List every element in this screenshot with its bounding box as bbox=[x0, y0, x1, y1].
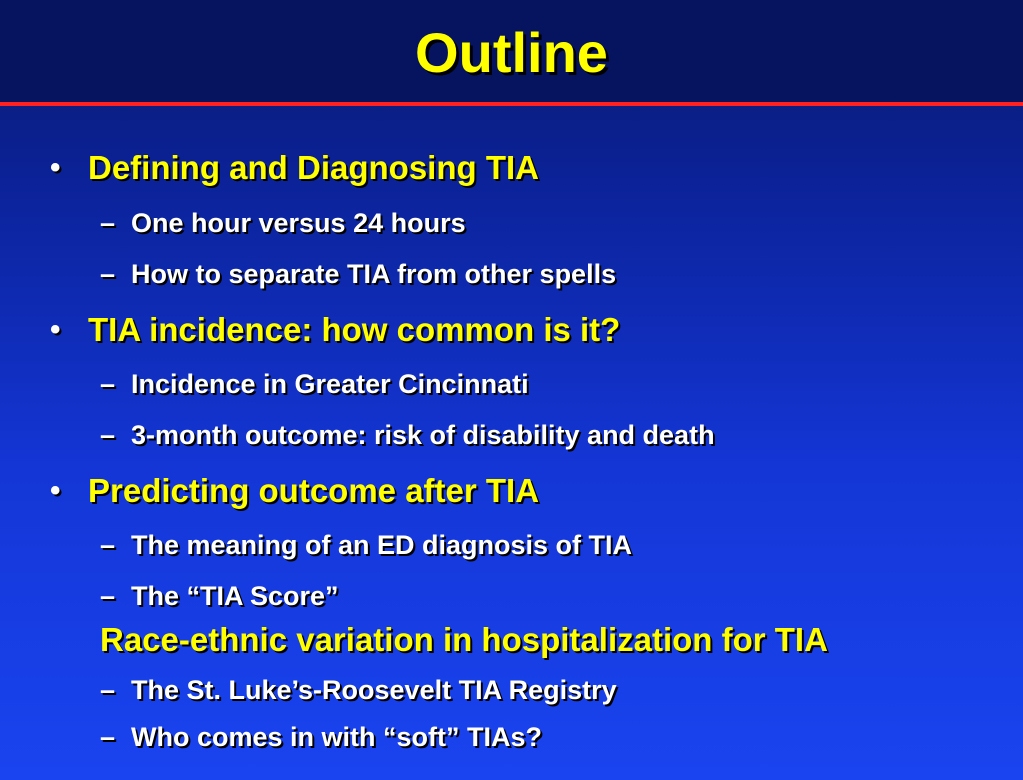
dash-marker: – bbox=[100, 675, 116, 705]
title-divider bbox=[0, 102, 1023, 106]
sub-bullet-text: Incidence in Greater Cincinnati bbox=[131, 369, 529, 399]
bullet-marker: • bbox=[50, 151, 61, 184]
sub-bullet-text: The “TIA Score” bbox=[131, 581, 339, 611]
bullet-text: Predicting outcome after TIA bbox=[88, 472, 540, 509]
bullet-text: TIA incidence: how common is it? bbox=[88, 311, 621, 348]
sub-bullet-text: One hour versus 24 hours bbox=[131, 208, 466, 238]
dash-marker: – bbox=[100, 530, 116, 560]
dash-marker: – bbox=[100, 259, 116, 289]
bullet-marker: • bbox=[50, 313, 61, 346]
sub-bullet-text: How to separate TIA from other spells bbox=[131, 259, 617, 289]
sub-bullet-text: The meaning of an ED diagnosis of TIA bbox=[131, 530, 633, 560]
dash-marker: – bbox=[100, 722, 116, 752]
slide-title: Outline bbox=[415, 21, 608, 84]
sub-bullet-text: The St. Luke’s-Roosevelt TIA Registry bbox=[131, 675, 617, 705]
dash-marker: – bbox=[100, 420, 116, 450]
heading-text: Race-ethnic variation in hospitalization for TIA bbox=[100, 621, 828, 658]
bullet-marker: • bbox=[50, 474, 61, 507]
dash-marker: – bbox=[100, 369, 116, 399]
sub-bullet-text: 3-month outcome: risk of disability and death bbox=[131, 420, 715, 450]
sub-bullet-text: Who comes in with “soft” TIAs? bbox=[131, 722, 542, 752]
dash-marker: – bbox=[100, 208, 116, 238]
bullet-text: Defining and Diagnosing TIA bbox=[88, 149, 539, 186]
dash-marker: – bbox=[100, 581, 116, 611]
